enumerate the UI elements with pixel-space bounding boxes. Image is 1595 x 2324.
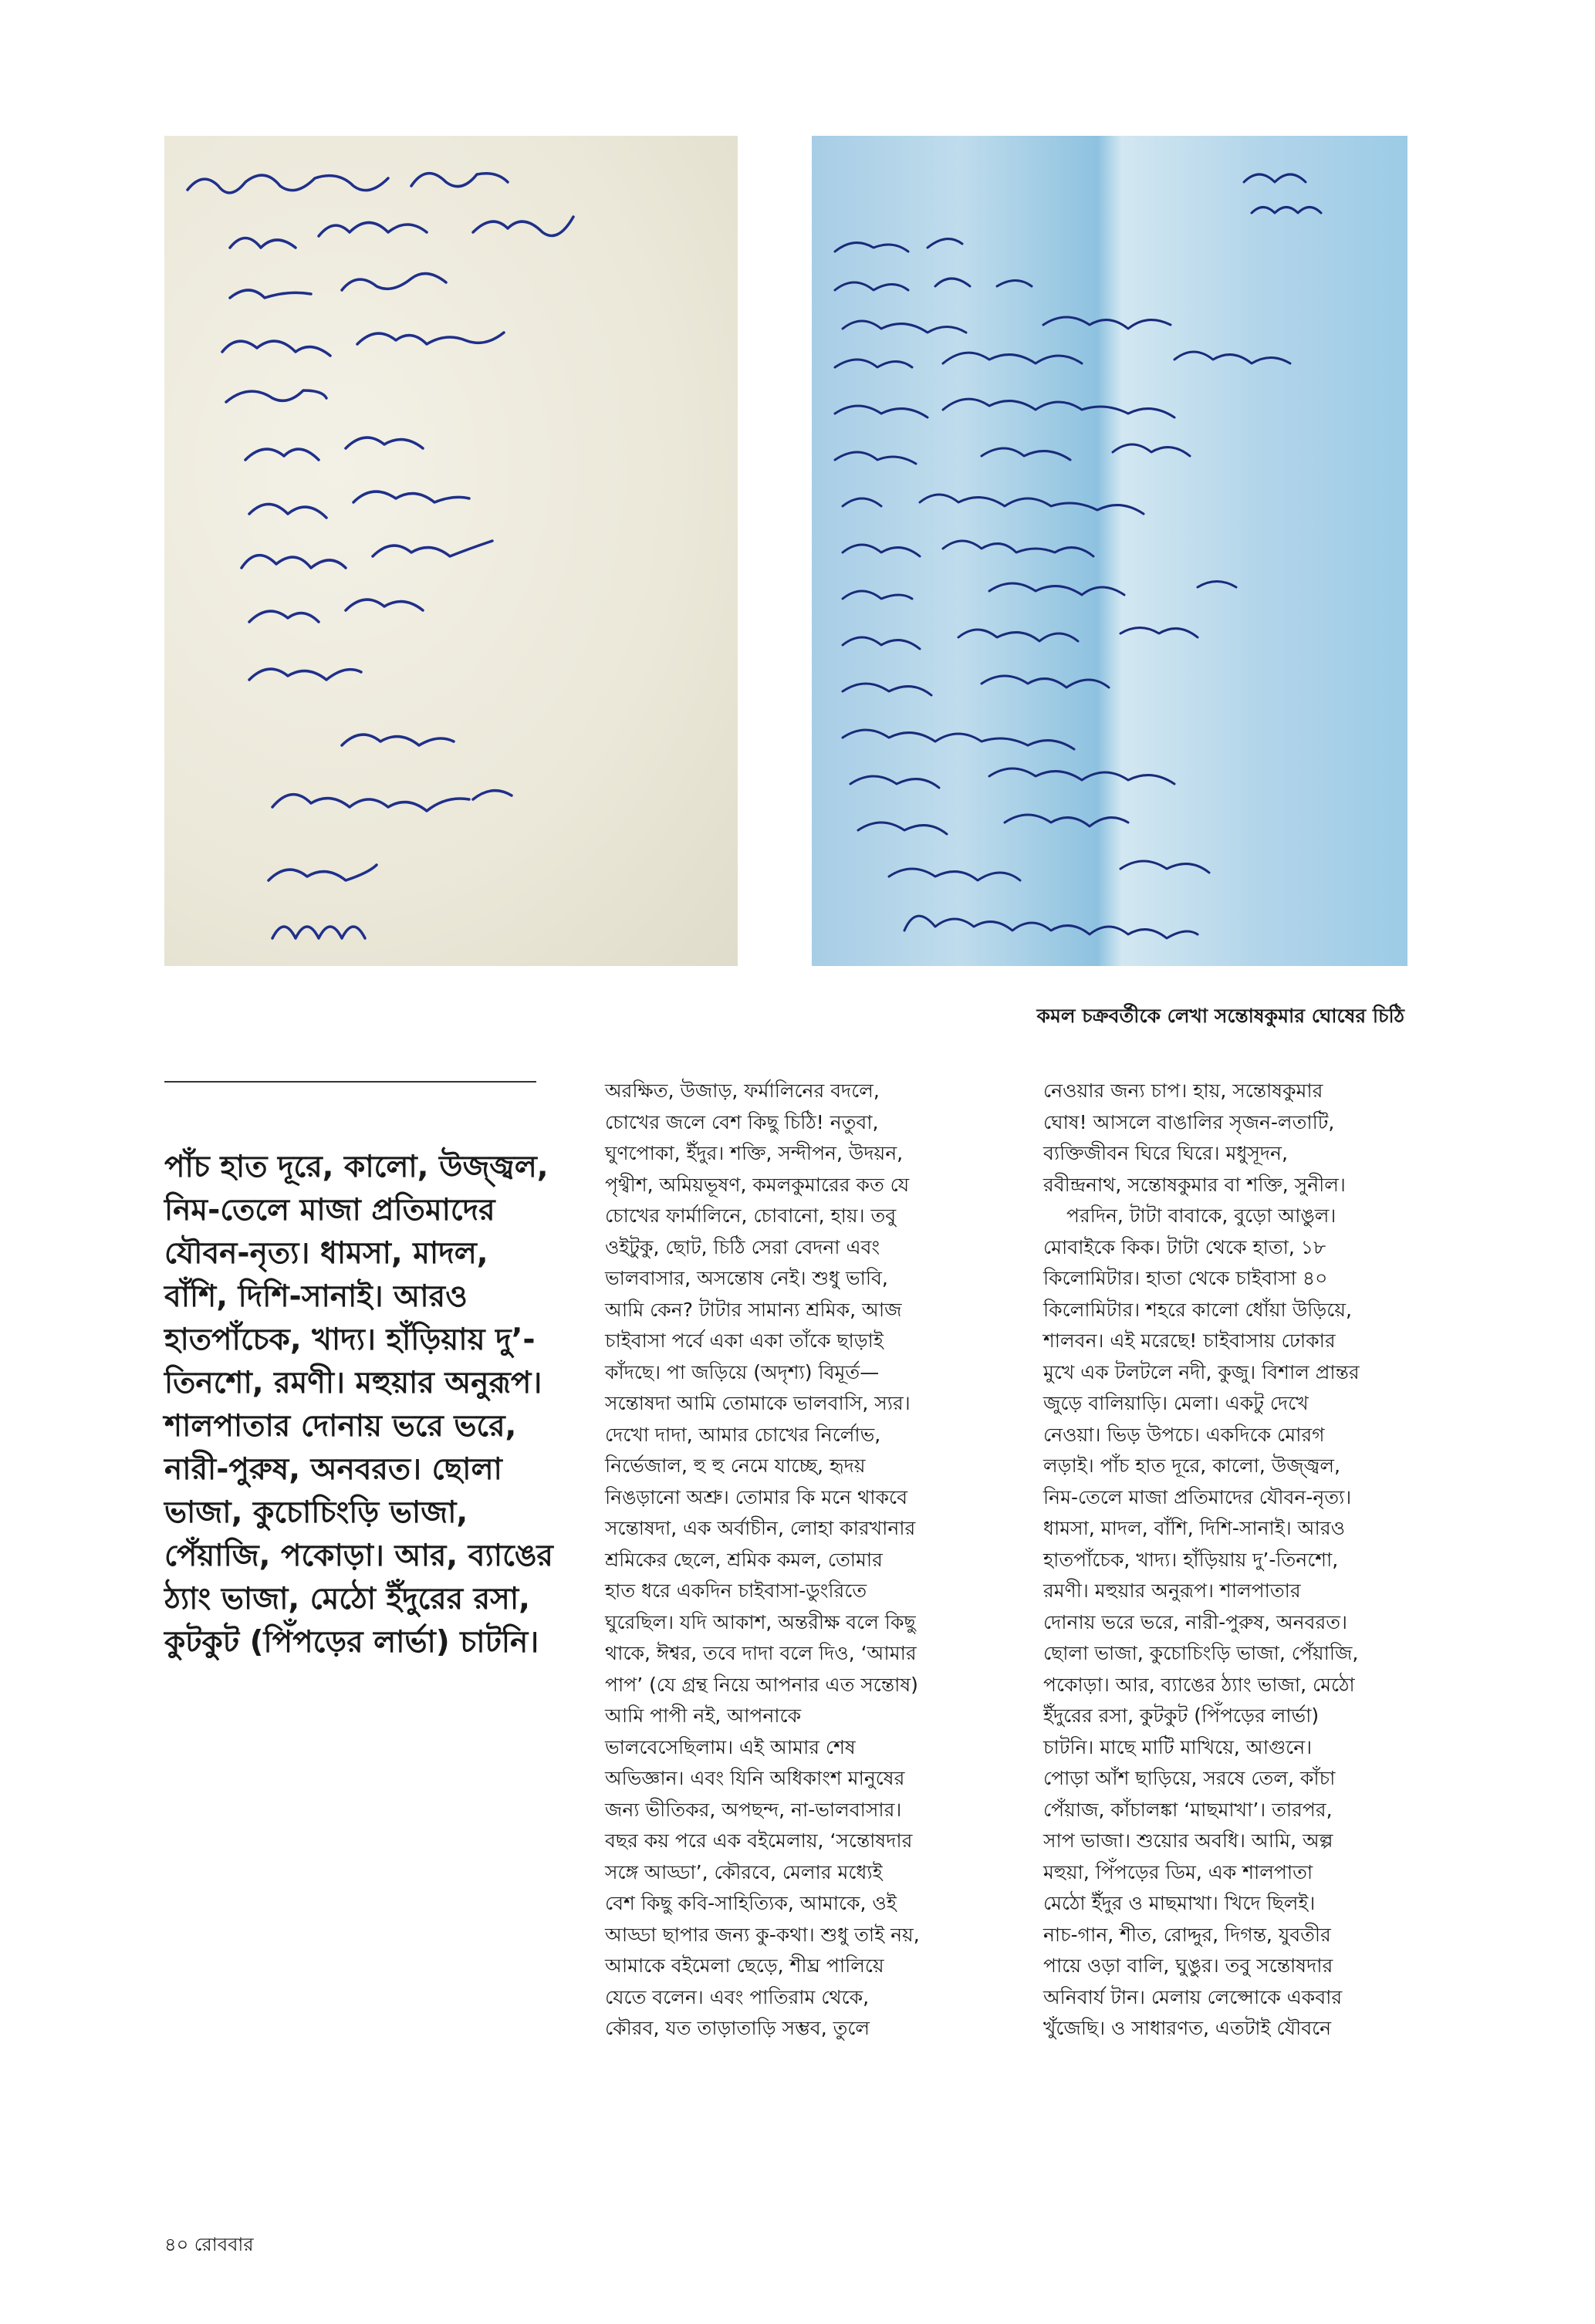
letter-image-right [812,136,1407,966]
text-line: মেঠো ইঁদুর ও মাছমাখা। খিদে ছিলই। [1043,1892,1316,1914]
text-line: রবীন্দ্রনাথ, সন্তোষকুমার বা শক্তি, সুনীল। [1043,1173,1346,1196]
text-line: মহুয়া, পিঁপড়ের ডিম, এক শালপাতা [1043,1860,1313,1883]
article-column-middle [605,1076,1022,2045]
text-line: কৌরব, যত তাড়াতাড়ি সম্ভব, তুলে [605,2017,870,2039]
text-line: রমণী। মহুয়ার অনুরূপ। শালপাতার [1043,1579,1301,1602]
text-line: ধামসা, মাদল, বাঁশি, দিশি-সানাই। আরও [1043,1517,1345,1539]
handwriting-left [164,136,738,966]
text-line: থাকে, ঈশ্বর, তবে দাদা বলে দিও, ‘আমার [605,1642,917,1664]
text-line: কিলোমিটার। হাতা থেকে চাইবাসা ৪০ [1043,1267,1328,1289]
text-line: ভালবাসার, অসন্তোষ নেই। শুধু ভাবি, [605,1267,888,1289]
text-line: ইঁদুরের রসা, কুটকুট (পিঁপড়ের লার্ভা) [1043,1704,1320,1727]
text-line: সাপ ভাজা। শুয়োর অবধি। আমি, অল্প [1043,1829,1333,1852]
pull-quote-rule [164,1081,536,1083]
text-line: ঘুরেছিল। যদি আকাশ, অন্তরীক্ষ বলে কিছু [605,1610,916,1633]
text-line: হাতপাঁচেক, খাদ্য। হাঁড়িয়ায় দু’-তিনশো, [1043,1548,1339,1571]
text-line: ভালবেসেছিলাম। এই আমার শেষ [605,1735,856,1758]
text-line: অনিবার্য টান। মেলায় লেপ্সোকে একবার [1043,1985,1343,2008]
text-line: পকোড়া। আর, ব্যাঙের ঠ্যাং ভাজা, মেঠো [1043,1673,1355,1696]
text-line: আমাকে বইমেলা ছেড়ে, শীঘ্র পালিয়ে [605,1954,884,1977]
text-line: জুড়ে বালিয়াড়ি। মেলা। একটু দেখে [1043,1392,1309,1414]
text-line: চাইবাসা পর্বে একা একা তাঁকে ছাড়াই [605,1329,884,1352]
text-line: মোবাইকে কিক। টাটা থেকে হাতা, ১৮ [1043,1235,1326,1258]
text-line: শ্রমিকের ছেলে, শ্রমিক কমল, তোমার [605,1548,883,1571]
text-line: অভিজ্ঞান। এবং যিনি অধিকাংশ মানুষের [605,1767,905,1789]
text-line: আড্ডা ছাপার জন্য কু-কথা। শুধু তাই নয়, [605,1923,920,1946]
text-line: অরক্ষিত, উজাড়, ফর্মালিনের বদলে, [605,1079,880,1102]
text-line: বছর কয় পরে এক বইমেলায়, ‘সন্তোষদার [605,1829,913,1852]
handwriting-right [812,136,1407,966]
pull-quote: পাঁচ হাত দূরে, কালো, উজ্জ্বল, নিম-তেলে মাজা প্রতিমাদের যৌবন-নৃত্য। ধামসা, মাদল, বাঁশি, দিশি-সানাই। আরও হাতপাঁচেক, খাদ্য। হাঁড়িয়ায় দু’-তিনশো, রমণী। মহুয়ার অনুরূপ। শালপাতার দোনায় ভরে ভরে, নারী-পুরুষ, অনবরত। ছোলা ভাজা, কুচোচিংড়ি ভাজা, পেঁয়াজি, পকোড়া। আর, ব্যাঙের ঠ্যাং ভাজা, মেঠো ইঁদুরের রসা, কুটকুট (পিঁপড়ের লার্ভা) চাটনি। [164,1150,553,1660]
letter-image-left [164,136,738,966]
text-line: ওইটুকু, ছোট, চিঠি সেরা বেদনা এবং [605,1235,880,1258]
text-line: মুখে এক টলটলে নদী, কুজু। বিশাল প্রান্তর [1043,1360,1360,1383]
article-column-right [1043,1076,1428,2045]
text-line: চাটনি। মাছে মাটি মাখিয়ে, আগুনে। [1043,1735,1313,1758]
text-line: চোখের ফার্মালিনে, চোবানো, হায়। তবু [605,1204,897,1227]
text-line: নির্ভেজাল, হু হু নেমে যাচ্ছে, হৃদয় [605,1454,866,1477]
text-line: নেওয়ার জন্য চাপ। হায়, সন্তোষকুমার [1043,1079,1323,1102]
text-line: ছোলা ভাজা, কুচোচিংড়ি ভাজা, পেঁয়াজি, [1043,1642,1359,1664]
text-line: জন্য ভীতিকর, অপছন্দ, না-ভালবাসার। [605,1798,902,1821]
text-line: ঘুণপোকা, ইঁদুর। শক্তি, সন্দীপন, উদয়ন, [605,1142,904,1164]
text-line: যেতে বলেন। এবং পাতিরাম থেকে, [605,1985,870,2008]
text-line: সঙ্গে আড্ডা’, কৌরবে, মেলার মধ্যেই [605,1860,883,1883]
text-line: নিঙড়ানো অশ্রু। তোমার কি মনে থাকবে [605,1485,908,1508]
text-line: বেশ কিছু কবি-সাহিত্যিক, আমাকে, ওই [605,1892,897,1914]
text-line: পরদিন, টাটা বাবাকে, বুড়ো আঙুল। [1066,1204,1336,1227]
text-line: হাত ধরে একদিন চাইবাসা-ডুংরিতে [605,1579,867,1602]
text-line: পৃথ্বীশ, অমিয়ভূষণ, কমলকুমারের কত যে [605,1173,910,1196]
text-line: শালবন। এই মরেছে! চাইবাসায় ঢোকার [1043,1329,1336,1352]
text-line: ব্যক্তিজীবন ঘিরে ঘিরে। মধুসূদন, [1043,1142,1288,1164]
page-folio: ৪০ রোববার [164,2234,254,2255]
text-line: পেঁয়াজ, কাঁচালঙ্কা ‘মাছমাখা’। তারপর, [1043,1798,1333,1821]
text-line: সন্তোষদা, এক অর্বাচীন, লোহা কারখানার [605,1517,916,1539]
text-line: পায়ে ওড়া বালি, ঘুঙুর। তবু সন্তোষদার [1043,1954,1333,1977]
text-line: পাপ’ (যে গ্রন্থ নিয়ে আপনার এত সন্তোষ) [605,1673,918,1696]
text-line: নিম-তেলে মাজা প্রতিমাদের যৌবন-নৃত্য। [1043,1485,1352,1508]
text-line: আমি কেন? টাটার সামান্য শ্রমিক, আজ [605,1298,902,1321]
text-line: নেওয়া। ভিড় উপচে। একদিকে মোরগ [1043,1423,1325,1446]
photo-caption: কমল চক্রবর্তীকে লেখা সন্তোষকুমার ঘোষের চিঠি [1036,1005,1404,1027]
text-line: চোখের জলে বেশ কিছু চিঠি! নতুবা, [605,1110,879,1133]
text-line: পোড়া আঁশ ছাড়িয়ে, সরষে তেল, কাঁচা [1043,1767,1336,1789]
text-line: ঘোষ! আসলে বাঙালির সৃজন-লতাটি, [1043,1110,1335,1133]
text-line: আমি পাপী নই, আপনাকে [605,1704,802,1727]
text-line: সন্তোষদা আমি তোমাকে ভালবাসি, স্যর। [605,1392,911,1414]
text-line: কিলোমিটার। শহরে কালো ধোঁয়া উড়িয়ে, [1043,1298,1352,1321]
text-line: লড়াই। পাঁচ হাত দূরে, কালো, উজ্জ্বল, [1043,1454,1340,1477]
text-line: দোনায় ভরে ভরে, নারী-পুরুষ, অনবরত। [1043,1610,1347,1633]
text-line: নাচ-গান, শীত, রোদ্দুর, দিগন্ত, যুবতীর [1043,1923,1331,1946]
text-line: কাঁদছে। পা জড়িয়ে (অদৃশ্য) বিমূর্ত— [605,1360,880,1383]
text-line: দেখো দাদা, আমার চোখের নির্লোভ, [605,1423,881,1446]
text-line: খুঁজেছি। ও সাধারণত, এতটাই যৌবনে [1043,2017,1332,2039]
